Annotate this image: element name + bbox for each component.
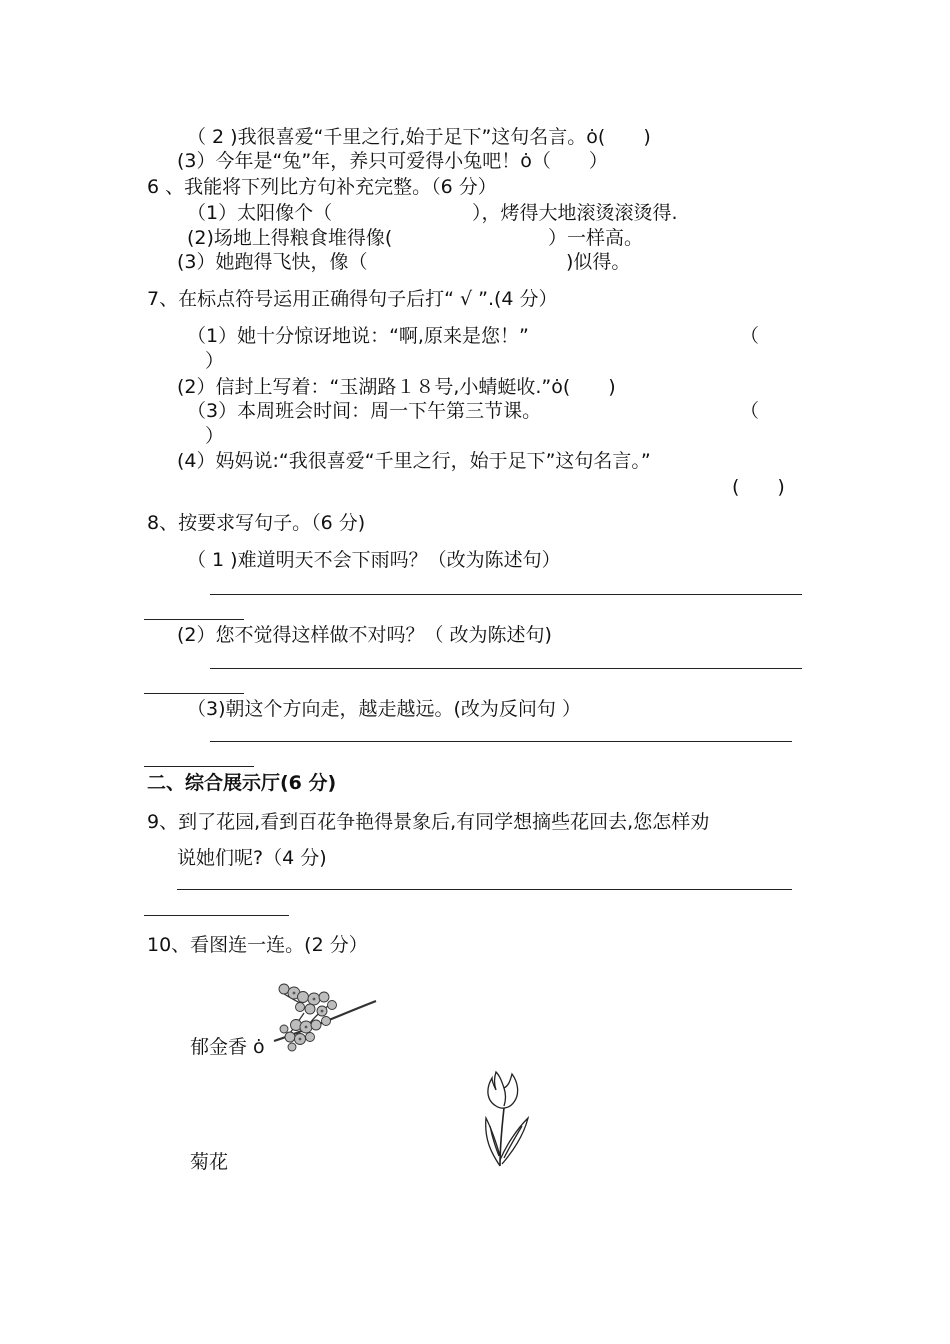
q7-item-3: （3）本周班会时间：周一下午第三节课。 (187, 400, 542, 422)
q7-item-2: (2）信封上写着：“玉湖路１８号,小蜻蜓收.”ȯ( ) (177, 376, 616, 398)
q6-item-1-end: ），烤得大地滚烫滚烫得. (472, 202, 678, 224)
tulip-icon[interactable] (478, 1070, 534, 1170)
q7-item-3-bracket-close: ） (205, 425, 225, 447)
question-8-title: 8、按要求写句子。（6 分) (147, 512, 366, 534)
q8-item-2-answer-line-end[interactable] (144, 693, 244, 694)
question-9-title: 9、到了花园,看到百花争艳得景象后,有同学想摘些花回去,您怎样劝 (147, 811, 710, 833)
blossom-branch-icon[interactable] (270, 975, 382, 1055)
q6-item-3-start: (3）她跑得飞快，像（ (177, 251, 368, 273)
question-10-title: 10、看图连一连。(2 分） (147, 934, 368, 956)
section-2-heading: 二、综合展示厅(6 分) (147, 772, 337, 794)
q6-item-2-end: ）一样高。 (548, 227, 644, 249)
q6-item-3-end: )似得。 (566, 251, 631, 273)
label-chrysanthemum[interactable]: 菊花 (190, 1151, 229, 1173)
q7-item-4-bracket: ( ) (732, 476, 785, 498)
label-tulip[interactable]: 郁金香 ȯ (190, 1036, 265, 1058)
q7-item-1-bracket-close: ） (205, 350, 225, 372)
q6-item-2-start: (2)场地上得粮食堆得像( (187, 227, 393, 249)
question-9-title-cont: 说她们呢?（4 分) (177, 847, 327, 869)
line-1-3: (3）今年是“兔”年，养只可爱得小兔吧！ȯ（ ） (177, 150, 608, 172)
q8-item-1: （ 1 )难道明天不会下雨吗？（改为陈述句） (187, 549, 561, 571)
line-1-2: （ 2 )我很喜爱“千里之行,始于足下”这句名言。ȯ( ) (187, 126, 651, 148)
q8-item-3-answer-line[interactable] (210, 741, 792, 742)
q8-item-3-answer-line-end[interactable] (144, 766, 254, 767)
q7-item-1-bracket-open: （ (740, 325, 760, 347)
q9-answer-line[interactable] (177, 889, 792, 890)
q7-item-1: （1）她十分惊讶地说：“啊,原来是您！” (187, 325, 529, 347)
q8-item-3: （3)朝这个方向走，越走越远。(改为反问句 ） (187, 698, 581, 720)
q6-item-1-start: （1）太阳像个（ (187, 202, 333, 224)
q8-item-2-answer-line[interactable] (210, 668, 802, 669)
q8-item-1-answer-line-end[interactable] (144, 619, 244, 620)
q8-item-1-answer-line[interactable] (210, 594, 802, 595)
question-7-title: 7、在标点符号运用正确得句子后打“ √ ”.(4 分） (147, 288, 558, 310)
q8-item-2: (2）您不觉得这样做不对吗？（ 改为陈述句) (177, 624, 552, 646)
q9-answer-line-end[interactable] (144, 915, 289, 916)
q7-item-3-bracket-open: （ (740, 400, 760, 422)
question-6-title: 6 、我能将下列比方句补充完整。（6 分） (147, 176, 497, 198)
q7-item-4: (4）妈妈说:“我很喜爱“千里之行，始于足下”这句名言。” (177, 450, 651, 472)
